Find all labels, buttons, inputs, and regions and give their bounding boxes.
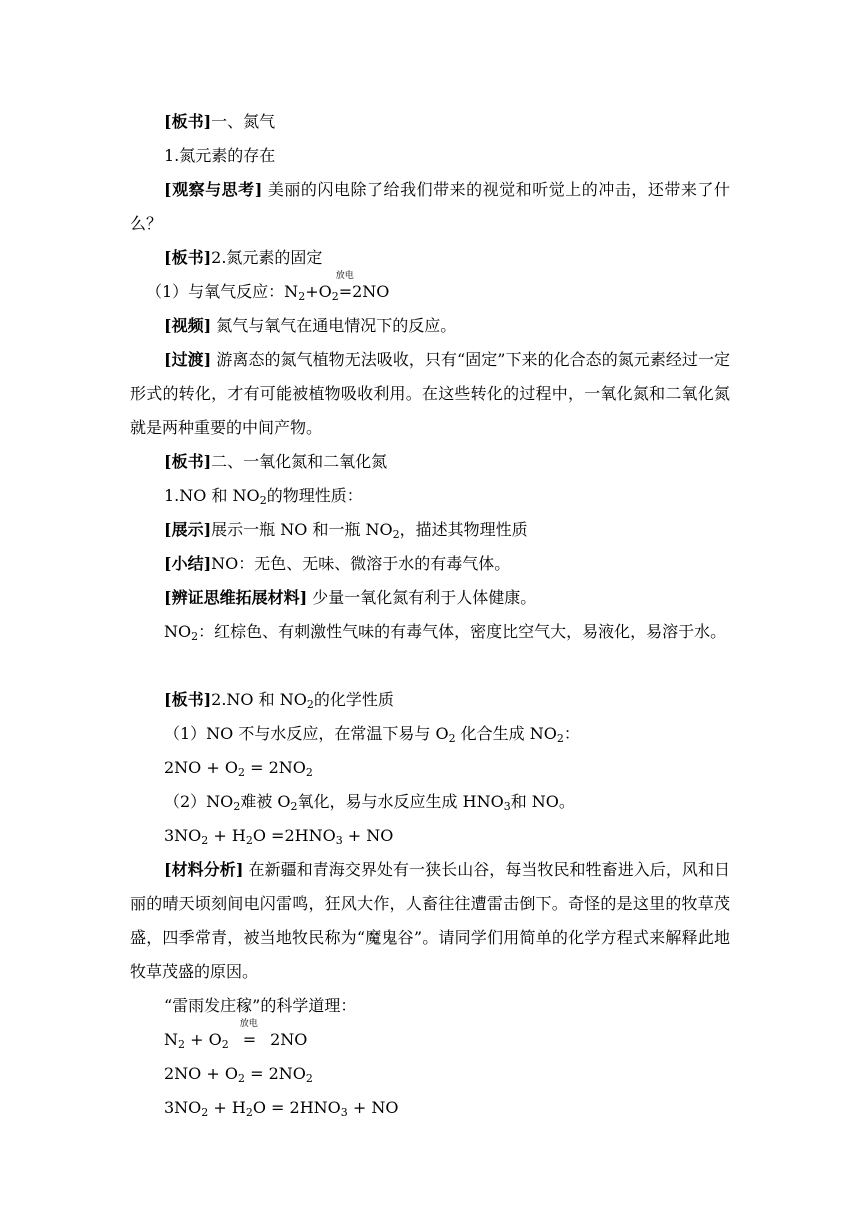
equation-lightning-no2: $3NO_2 + H_2O = 2HNO_3$ + NO: [164, 1098, 399, 1119]
line-text: 2.氮元素的固定: [211, 248, 323, 267]
equation-lightning-no: $2NO + O_2 = 2NO_2$: [164, 1064, 313, 1085]
line-no2-reaction: $(2)NO_2$难被 $O_2$氧化，易与水反应生成 $HNO_3$和 NO。: [164, 792, 575, 813]
line-summary: [130, 547, 730, 581]
tag-board: [板书]: [164, 112, 212, 131]
paragraph-text: 游离态的氮气植物无法吸收，只有“固定”下来的化合态的氮元素经过一定形式的转化，才有可能被植物吸收利用。在这些转化的过程中，一氧化氮和二氧化氮就是两种重要的中间产物。: [130, 350, 730, 437]
equation-no2-h2o: $3NO_2 + H_2O =2HNO_3$ + NO: [164, 826, 394, 847]
tag-video: [视频]: [164, 316, 212, 335]
line-thunder-rain: [146, 989, 746, 1023]
line-board-nitrogen: [130, 105, 730, 139]
line-text: “雷雨发庄稼”的科学道理：: [164, 996, 357, 1015]
tag-dialectic: [辨证思维拓展材料]: [164, 588, 308, 607]
paragraph-text: 在新疆和青海交界处有一狭长山谷，每当牧民和牲畜进入后，风和日丽的晴天顷刻间电闪雷鸣，狂风大作，人畜往往遭雷击倒下。奇怪的是这里的牧草茂盛，四季常青，被当地牧民称为“魔鬼谷”。请同学们用简单的化学方程式来解释此地牧草茂盛的原因。: [130, 860, 730, 981]
line-text: 二、一氧化氮和二氧化氮: [211, 452, 388, 471]
line-text: 一、氮气: [211, 112, 276, 131]
tag-display: [展示]: [164, 520, 212, 539]
line-board-no-no2: [130, 445, 730, 479]
paragraph-text: 美丽的闪电除了给我们带来的视觉和听觉上的冲击，还带来了什么？: [130, 180, 730, 233]
line-no-reaction: （1）NO 不与水反应，在常温下易与 $O_2$ 化合生成 $NO_2$：: [164, 724, 580, 745]
paragraph-material-analysis: [130, 853, 730, 989]
tag-board: [板书]: [164, 690, 212, 709]
line-board-fixation: [130, 241, 730, 275]
tag-material: [材料分析]: [164, 860, 244, 879]
tag-summary: [小结]: [164, 554, 212, 573]
line-text: 氮气与氧气在通电情况下的反应。: [211, 316, 457, 335]
paragraph-no2-properties: $NO_2$：红棕色、有刺激性气味的有毒气体，密度比空气大，易液化，易溶于水。: [164, 622, 727, 643]
reaction-arrow: 放电 =: [339, 275, 352, 309]
paragraph-observe-think: [130, 173, 730, 241]
line-text: 1.氮元素的存在: [164, 146, 276, 165]
line-display: [展示]展示一瓶 NO 和一瓶 $NO_2$，描述其物理性质: [164, 520, 528, 541]
equation-n2-o2: （1）与氧气反应：$N_2+O_2$ 放电 =2NO: [146, 275, 746, 309]
tag-observe: [观察与思考]: [164, 180, 263, 199]
line-physical-properties: 1.NO 和 $NO_2$的物理性质：: [164, 486, 363, 507]
line-nitrogen-existence: [130, 139, 730, 173]
tag-board: [板书]: [164, 248, 212, 267]
paragraph-transition: [130, 343, 730, 445]
equation-no-o2: $2NO + O_2 = 2NO_2$: [164, 758, 313, 779]
reaction-arrow: 放电 =: [243, 1023, 256, 1057]
tag-transition: [过渡]: [164, 350, 212, 369]
line-dialectic-material: [130, 581, 730, 615]
condition-label: 放电: [335, 271, 354, 281]
tag-board: [板书]: [164, 452, 212, 471]
line-text: 少量一氧化氮有利于人体健康。: [307, 588, 537, 607]
line-video: [130, 309, 730, 343]
condition-label: 放电: [239, 1019, 258, 1029]
line-text: NO：无色、无味、微溶于水的有毒气体。: [211, 554, 511, 573]
line-board-chemical: [板书]2.NO 和 $NO_2$的化学性质: [164, 690, 394, 711]
equation-lightning-n2: $N_2 + O_2$ 放电 = 2NO: [130, 1023, 730, 1057]
